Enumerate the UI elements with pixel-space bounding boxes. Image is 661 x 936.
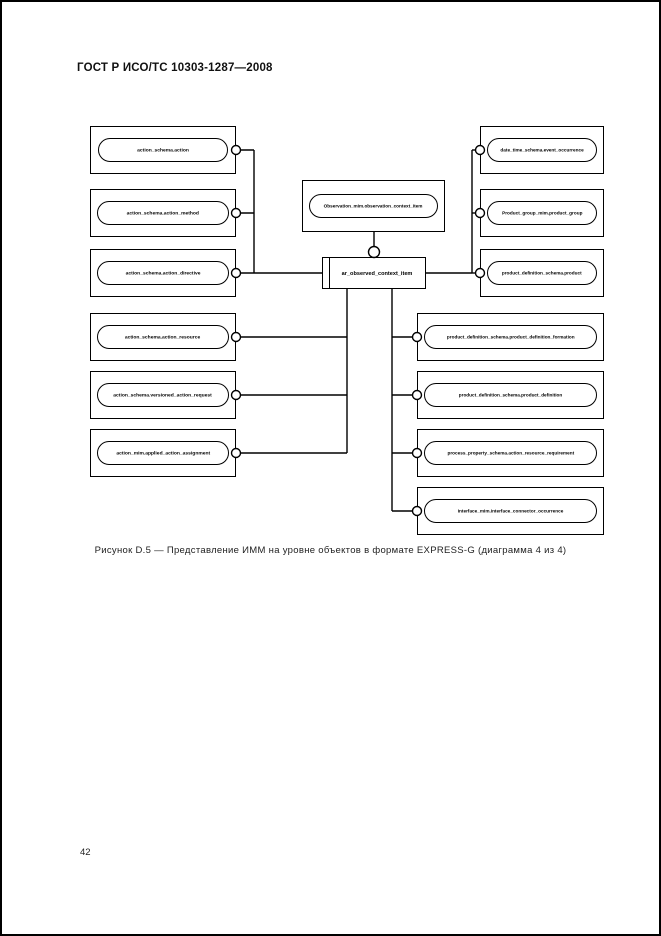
page-ref-circle xyxy=(476,209,485,218)
page-ref-circle xyxy=(232,209,241,218)
page-ref-circle xyxy=(413,333,422,342)
page-ref-circle xyxy=(232,333,241,342)
ref-label: Product_group_mim.product_group xyxy=(501,210,583,216)
ref-label: product_definition_schema.product xyxy=(502,270,582,276)
page-ref-circle xyxy=(413,449,422,458)
figure-caption: Рисунок D.5 — Представление ИММ на уровне объектов в формате EXPRESS-G (диаграмма 4 из 4) xyxy=(94,545,567,556)
ref-label: Interface_mim.interface_connector_occurrence xyxy=(457,508,564,514)
ref-label: action_schema.action_resource xyxy=(125,334,201,340)
page-ref-circle xyxy=(413,391,422,400)
ref-label: product_definition_schema.product_definition xyxy=(458,392,563,398)
entity-label: ar_observed_context_item xyxy=(341,269,413,277)
observation-link-circle xyxy=(369,247,380,258)
page-ref-circle xyxy=(232,146,241,155)
page-number: 42 xyxy=(80,847,91,858)
ref-label: action_schema.versioned_action_request xyxy=(113,392,213,398)
page-ref-circle xyxy=(232,269,241,278)
page-ref-circle xyxy=(476,269,485,278)
ref-label: action_schema.action_method xyxy=(126,210,200,216)
page-header: ГОСТ Р ИСО/ТС 10303-1287—2008 xyxy=(77,62,273,74)
ref-label: action_schema.action_directive xyxy=(125,270,201,276)
ref-label: process_property_schema.action_resource_requirement xyxy=(447,450,574,456)
ref-label: action_mim.applied_action_assignment xyxy=(116,450,210,456)
page-ref-circle xyxy=(232,391,241,400)
ref-label: product_definition_schema.product_definition_formation xyxy=(446,334,575,340)
page-ref-circle xyxy=(413,507,422,516)
ref-label: date_time_schema.event_occurrence xyxy=(500,147,584,153)
page-ref-circle xyxy=(476,146,485,155)
ref-label: Observation_mim.observation_context_item xyxy=(324,203,423,209)
ref-label: action_schema.action xyxy=(137,147,189,153)
page-ref-circle xyxy=(232,449,241,458)
diagram-connector-nodes xyxy=(2,2,661,936)
